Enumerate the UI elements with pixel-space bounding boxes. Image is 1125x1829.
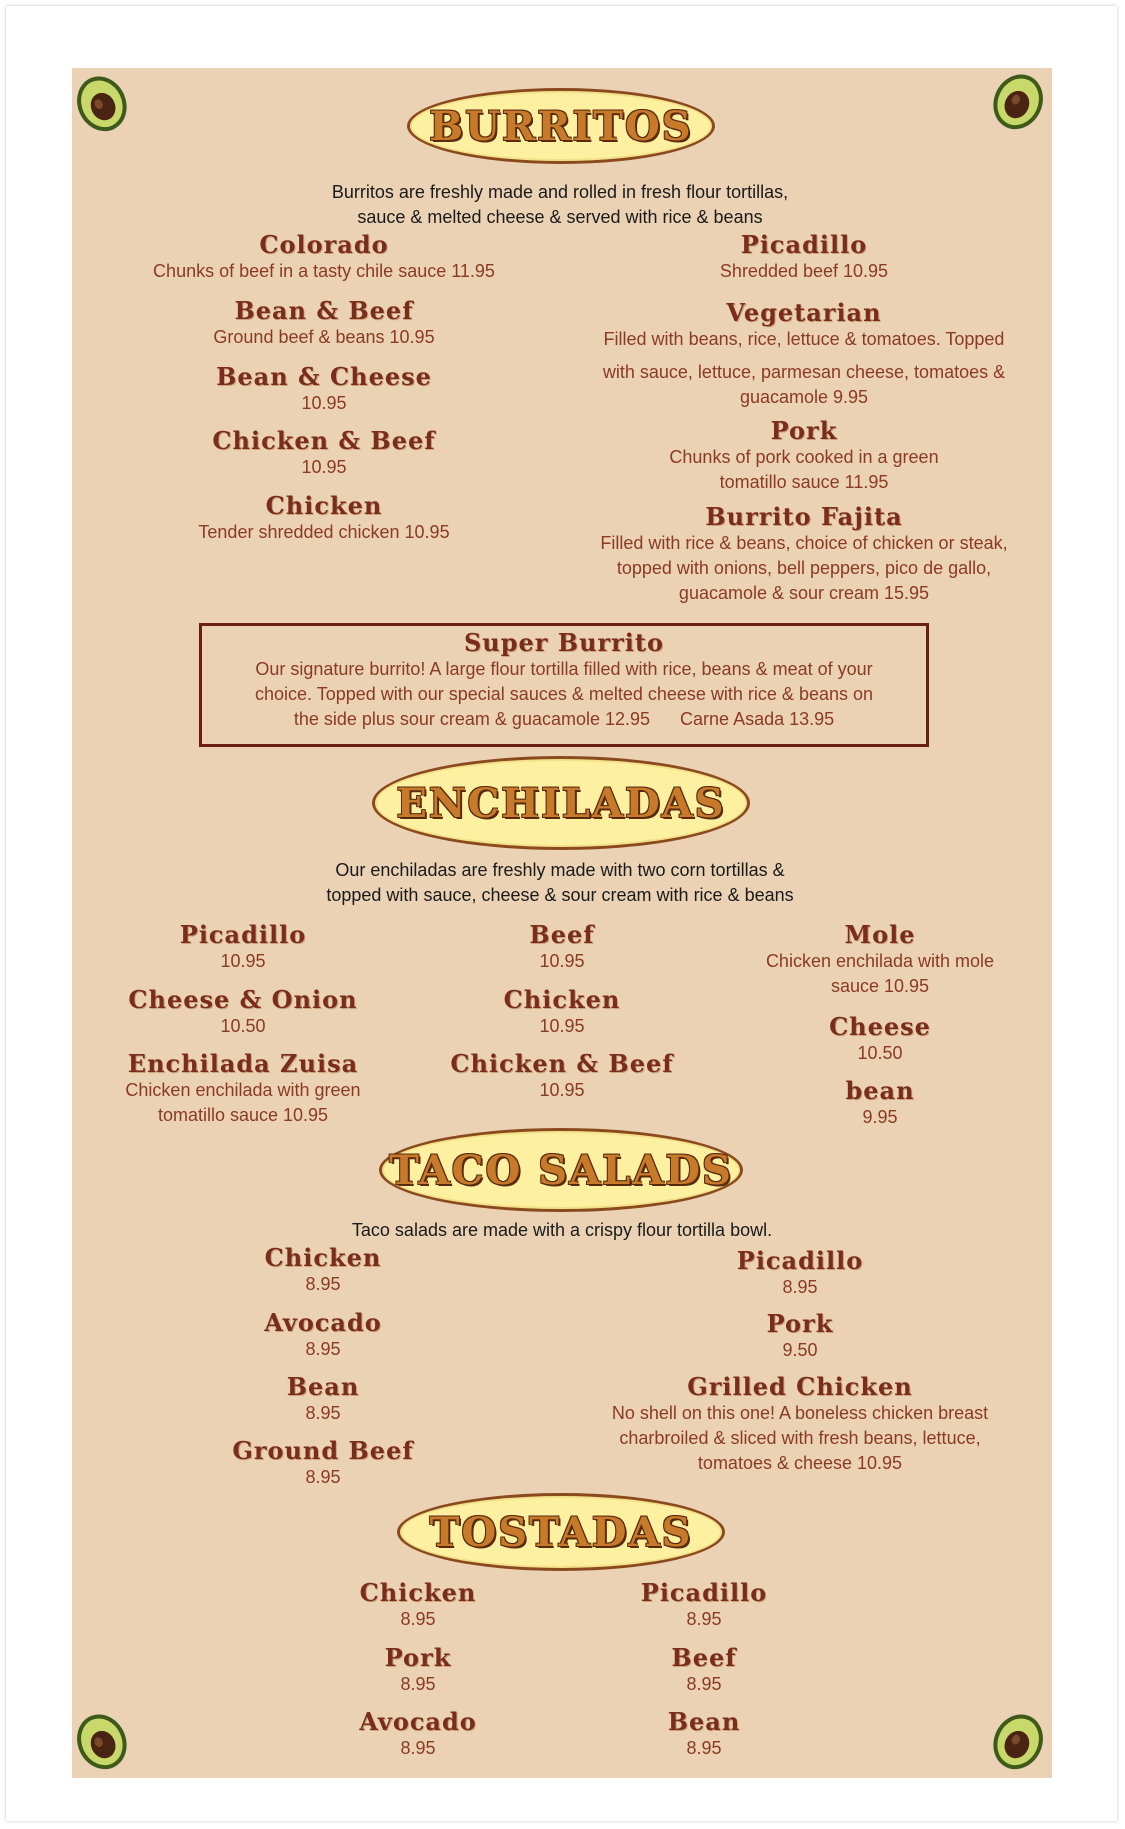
item-desc: 8.95	[305, 1339, 341, 1359]
menu-item	[213, 296, 434, 350]
item-desc: 8.95	[305, 1467, 341, 1487]
item-desc: 8.95	[400, 1609, 436, 1629]
menu-item	[529, 920, 594, 974]
item-desc: 8.95	[305, 1274, 341, 1294]
enchiladas-banner	[372, 756, 750, 850]
menu-item	[287, 1372, 360, 1426]
avocado-icon	[63, 62, 139, 143]
burritos-banner	[407, 88, 715, 164]
enchiladas-intro	[326, 858, 793, 908]
super-burrito	[255, 628, 873, 732]
item-name: Pork	[766, 1309, 834, 1338]
item-desc-line	[255, 707, 873, 732]
item-desc: tomatoes & cheese 10.95	[697, 1453, 903, 1473]
item-name: Picadillo	[640, 1578, 768, 1607]
item-desc: the side plus sour cream & guacamole 12.95	[293, 709, 651, 729]
item-name: Chicken	[359, 1578, 477, 1607]
item-name: Chicken & Beef	[450, 1049, 674, 1078]
item-desc: 8.95	[305, 1403, 341, 1423]
item-name: Enchilada Zuisa	[127, 1049, 359, 1078]
item-desc: 8.95	[686, 1674, 722, 1694]
menu-item	[180, 920, 306, 974]
menu-item	[360, 1578, 477, 1632]
menu-item	[504, 985, 621, 1039]
menu-item	[737, 1246, 863, 1300]
item-desc: 10.95	[301, 393, 347, 413]
menu-item	[128, 985, 357, 1039]
item-desc: 10.50	[857, 1043, 903, 1063]
item-name: Mole	[844, 920, 916, 949]
item-name: Colorado	[259, 230, 389, 259]
item-desc: 10.95	[539, 1016, 585, 1036]
item-desc: sauce 10.95	[830, 976, 930, 996]
item-name: Picadillo	[179, 920, 307, 949]
tostadas-title: TOSTADAS	[429, 1508, 693, 1556]
item-name: Grilled Chicken	[687, 1372, 913, 1401]
item-desc: Tender shredded chicken 10.95	[198, 522, 450, 542]
menu-item	[153, 230, 495, 284]
enchiladas-title: ENCHILADAS	[396, 779, 726, 827]
item-name: Bean & Cheese	[216, 362, 432, 391]
item-desc: 8.95	[782, 1277, 818, 1297]
menu-item	[767, 1309, 834, 1363]
item-name: Chicken & Beef	[212, 426, 436, 455]
item-desc: choice. Topped with our special sauces & melted cheese with rice & beans on	[254, 684, 874, 704]
menu-item	[845, 1076, 914, 1130]
item-desc: 8.95	[686, 1609, 722, 1629]
item-name: Super Burrito	[463, 628, 665, 657]
intro-line: sauce & melted cheese & served with rice & beans	[357, 207, 763, 227]
item-name: Bean	[286, 1372, 360, 1401]
item-desc: Chunks of pork cooked in a green	[669, 447, 939, 467]
item-name: Chicken	[264, 1243, 382, 1272]
menu-item	[671, 1643, 736, 1697]
item-desc: 8.95	[400, 1674, 436, 1694]
item-desc: 10.95	[220, 951, 266, 971]
item-name: Beef	[529, 920, 595, 949]
intro-line: topped with sauce, cheese & sour cream with rice & beans	[326, 885, 794, 905]
item-desc: tomatillo sauce 10.95	[157, 1105, 329, 1125]
menu-item	[264, 1308, 382, 1362]
menu-item	[766, 920, 994, 999]
item-desc: guacamole 9.95	[739, 387, 869, 407]
item-desc: Chicken enchilada with green	[125, 1080, 361, 1100]
item-name: Picadillo	[740, 230, 868, 259]
menu-item	[720, 230, 888, 284]
item-desc: 10.95	[301, 457, 347, 477]
item-desc: Shredded beef 10.95	[719, 261, 889, 281]
item-name: Bean & Beef	[234, 296, 414, 325]
item-name: Chicken	[503, 985, 621, 1014]
avocado-icon	[981, 1700, 1057, 1781]
item-desc: Ground beef & beans 10.95	[213, 327, 435, 347]
menu-item	[265, 1243, 382, 1297]
item-desc: Filled with rice & beans, choice of chicken or steak,	[600, 533, 1008, 553]
item-name: Picadillo	[736, 1246, 864, 1275]
avocado-icon	[63, 1700, 139, 1781]
taco-salads-intro	[352, 1218, 772, 1243]
menu-item	[600, 502, 1007, 606]
item-name: Burrito Fajita	[705, 502, 903, 531]
item-name: bean	[845, 1076, 915, 1105]
item-desc: Chicken enchilada with mole	[765, 951, 995, 971]
menu-item	[125, 1049, 360, 1128]
item-name: Avocado	[264, 1308, 382, 1337]
menu-item	[212, 426, 435, 480]
item-desc: guacamole & sour cream 15.95	[678, 583, 930, 603]
menu-item	[603, 298, 1005, 410]
item-desc: topped with onions, bell peppers, pico de gallo,	[616, 558, 992, 578]
item-name: Vegetarian	[726, 298, 882, 327]
item-name: Ground Beef	[232, 1436, 414, 1465]
intro-line: Burritos are freshly made and rolled in fresh flour tortillas,	[331, 182, 789, 202]
item-desc: tomatillo sauce 11.95	[719, 472, 889, 492]
item-name: Chicken	[265, 491, 383, 520]
item-desc: 9.50	[782, 1340, 818, 1360]
taco-salads-title: TACO SALADS	[389, 1146, 733, 1194]
intro-line: Our enchiladas are freshly made with two corn tortillas &	[335, 860, 785, 880]
item-desc: 10.95	[539, 951, 585, 971]
menu-item	[669, 416, 938, 495]
menu-item	[612, 1372, 988, 1476]
item-desc: 10.95	[539, 1080, 585, 1100]
item-name: Cheese & Onion	[128, 985, 358, 1014]
item-desc: Chunks of beef in a tasty chile sauce 11.95	[153, 261, 495, 281]
item-desc: No shell on this one! A boneless chicken breast	[611, 1403, 989, 1423]
item-name: Bean	[667, 1707, 741, 1736]
burritos-intro	[332, 180, 788, 230]
menu-item	[216, 362, 432, 416]
item-desc: 10.50	[220, 1016, 266, 1036]
menu-item	[668, 1707, 741, 1761]
menu-item	[359, 1707, 477, 1761]
item-desc: 8.95	[686, 1738, 722, 1758]
item-desc: charbroiled & sliced with fresh beans, lettuce,	[619, 1428, 981, 1448]
item-name: Pork	[384, 1643, 452, 1672]
tostadas-banner	[397, 1493, 725, 1571]
item-name: Cheese	[829, 1012, 931, 1041]
menu-item	[198, 491, 449, 545]
menu-item	[450, 1049, 673, 1103]
menu-item	[829, 1012, 931, 1066]
item-desc: 9.95	[862, 1107, 898, 1127]
menu-item	[385, 1643, 452, 1697]
menu-item	[232, 1436, 413, 1490]
item-desc: Filled with beans, rice, lettuce & tomatoes. Topped	[603, 329, 1005, 349]
carne-asada-price: Carne Asada 13.95	[680, 709, 835, 729]
burritos-title: BURRITOS	[429, 102, 693, 150]
item-desc: with sauce, lettuce, parmesan cheese, tomatoes &	[602, 362, 1006, 382]
item-name: Avocado	[359, 1707, 477, 1736]
taco-salads-banner	[379, 1128, 743, 1212]
item-name: Beef	[671, 1643, 737, 1672]
avocado-icon	[981, 60, 1057, 141]
menu-page	[72, 68, 1052, 1778]
menu-item	[641, 1578, 767, 1632]
item-name: Pork	[770, 416, 838, 445]
intro-line: Taco salads are made with a crispy flour tortilla bowl.	[351, 1220, 773, 1240]
item-desc: 8.95	[400, 1738, 436, 1758]
item-desc: Our signature burrito! A large flour tortilla filled with rice, beans & meat of your	[255, 659, 873, 679]
